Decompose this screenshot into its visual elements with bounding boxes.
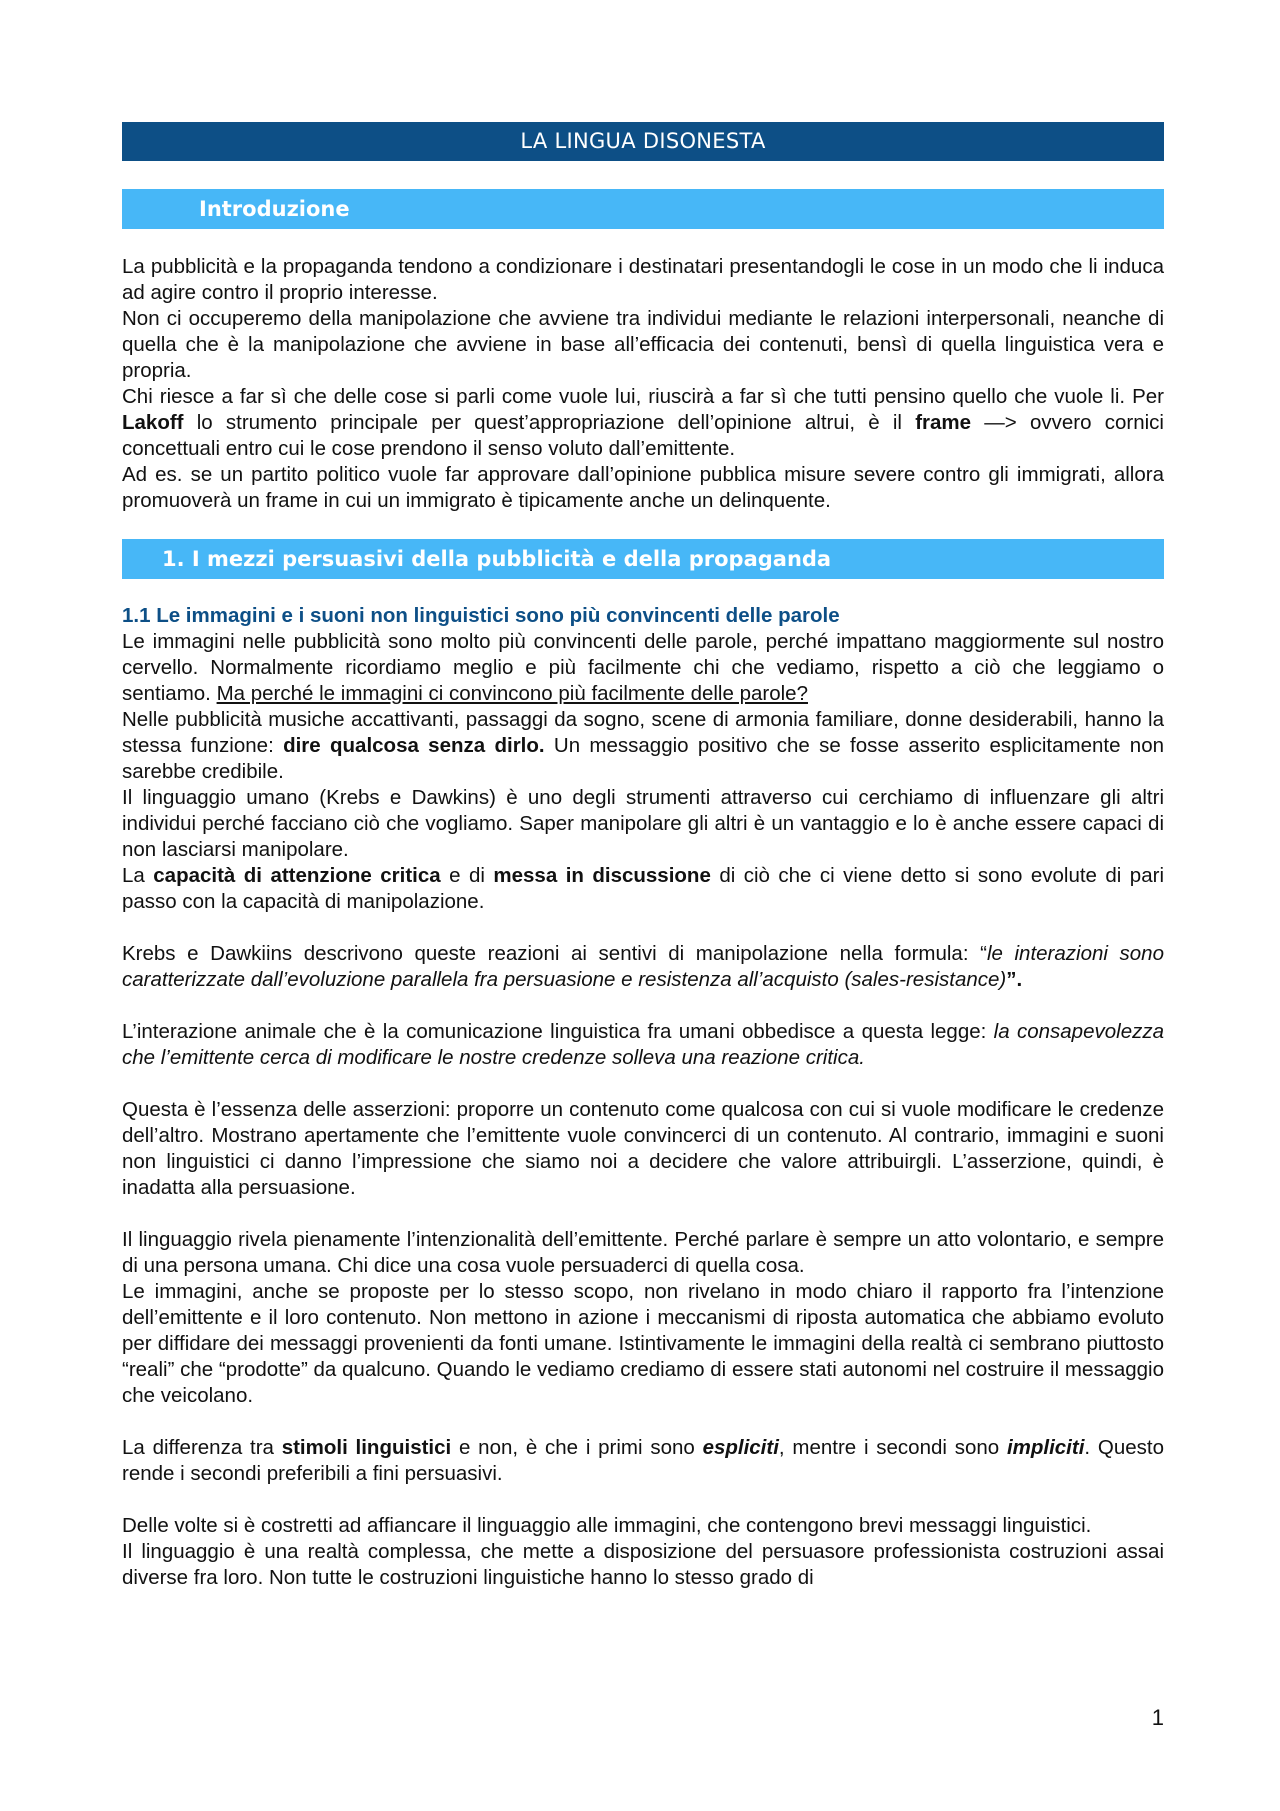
text-run: Chi riesce a far sì che delle cose si parli come vuole lui, riuscirà a far sì che tutti pensino quello che vuole li. Per xyxy=(122,385,1164,408)
bold-italic-term: impliciti xyxy=(1006,1436,1085,1459)
section-paragraph-11: Delle volte si è costretti ad affiancare il linguaggio alle immagini, che contengono brevi messaggi linguistici. xyxy=(122,1514,1092,1537)
intro-paragraph-1: La pubblicità e la propaganda tendono a condizionare i destinatari presentandogli le cose in un modo che li induca ad agire contro il proprio interesse. xyxy=(122,255,1164,304)
text-run: La differenza tra xyxy=(122,1436,282,1459)
underlined-question: Ma perché le immagini ci convincono più facilmente delle parole? xyxy=(216,682,808,705)
text-run: e di xyxy=(440,864,494,887)
section-paragraph-9: Le immagini, anche se proposte per lo stesso scopo, non rivelano in modo chiaro il rapporto fra l’intenzione dell’emittente e il loro contenuto. Non mettono in azione i meccanismi di riposta automatica che abbiamo evoluto per diffidare dei messaggi provenienti da fonti umane. Istintivamente le immagini della realtà ci sembrano piuttosto “reali” che “prodotte” da qualcuno. Quando le vediamo crediamo di essere stati autonomi nel costruire il messaggio che veicolano. xyxy=(122,1280,1164,1407)
intro-paragraph-4: Ad es. se un partito politico vuole far approvare dall’opinione pubblica misure severe contro gli immigrati, allora promuoverà un frame in cui un immigrato è tipicamente anche un delinquente. xyxy=(122,463,1164,512)
text-run: L’interazione animale che è la comunicazione linguistica fra umani obbedisce a questa legge: xyxy=(122,1020,994,1043)
section-paragraph-3: Il linguaggio umano (Krebs e Dawkins) è uno degli strumenti attraverso cui cerchiamo di influenzare gli altri individui perché facciano ciò che vogliamo. Saper manipolare gli altri è un vantaggio e lo è anche essere capaci di non lasciarsi manipolare. xyxy=(122,786,1164,861)
bold-italic-term: espliciti xyxy=(702,1436,779,1459)
section-paragraph-1 xyxy=(122,629,1164,707)
intro-heading: Introduzione xyxy=(122,189,1164,229)
text-run: La xyxy=(122,864,154,887)
text-run: —> ovvero cornici concettuali entro cui le cose prendono il senso voluto dall’emittente. xyxy=(122,411,1164,460)
document-title: LA LINGUA DISONESTA xyxy=(122,122,1164,161)
bold-term-frame: frame xyxy=(915,411,972,434)
text-run: lo strumento principale per quest’appropriazione dell’opinione altrui, è il xyxy=(183,411,916,434)
section-paragraph-12: Il linguaggio è una realtà complessa, che mette a disposizione del persuasore professionista costruzioni assai diverse fra loro. Non tutte le costruzioni linguistiche hanno lo stesso grado di xyxy=(122,1540,1164,1589)
subsection-1-1-heading: 1.1 Le immagini e i suoni non linguistici sono più convincenti delle parole xyxy=(122,604,840,627)
section-paragraph-6 xyxy=(122,1019,1164,1071)
section-paragraph-5 xyxy=(122,941,1164,993)
section-paragraph-7: Questa è l’essenza delle asserzioni: proporre un contenuto come qualcosa con cui si vuole modificare le credenze dell’altro. Mostrano apertamente che l’emittente vuole convincerci di un contenuto. Al contrario, immagini e suoni non linguistici ci danno l’impressione che siamo noi a decidere che valore attribuirgli. L’asserzione, quindi, è inadatta alla persuasione. xyxy=(122,1098,1164,1199)
bold-phrase: messa in discussione xyxy=(493,864,711,887)
document-page xyxy=(122,122,1164,1591)
text-run: Le immagini nelle pubblicità sono molto più convincenti delle parole, perché impattano maggiormente sul nostro cervello. Normalmente ricordiamo meglio e più facilmente chi che vediamo, rispetto a ciò che leggiamo o sentiamo. xyxy=(122,630,1164,705)
section-paragraph-4 xyxy=(122,863,1164,915)
bold-phrase: dire qualcosa senza dirlo. xyxy=(283,734,545,757)
text-run: ”. xyxy=(1006,968,1023,991)
section-1-heading: 1. I mezzi persuasivi della pubblicità e della propaganda xyxy=(122,539,1164,579)
section-paragraph-2 xyxy=(122,707,1164,785)
italic-quote: le interazioni sono caratterizzate dall’evoluzione parallela fra persuasione e resistenza all’acquisto (sales-resistance) xyxy=(122,942,1164,991)
italic-phrase: la consapevolezza che l’emittente cerca di modificare le nostre credenze solleva una reazione critica. xyxy=(122,1020,1164,1069)
page-number: 1 xyxy=(1151,1705,1164,1730)
intro-paragraph-2: Non ci occuperemo della manipolazione che avviene tra individui mediante le relazioni interpersonali, neanche di quella che è la manipolazione che avviene in base all’efficacia dei contenuti, bensì di quella linguistica vera e propria. xyxy=(122,307,1164,382)
text-run: , mentre i secondi sono xyxy=(778,1436,1007,1459)
bold-term-lakoff: Lakoff xyxy=(122,411,184,434)
section-paragraph-8: Il linguaggio rivela pienamente l’intenzionalità dell’emittente. Perché parlare è sempre un atto volontario, e sempre di una persona umana. Chi dice una cosa vuole persuaderci di quella cosa. xyxy=(122,1228,1164,1277)
bold-phrase: capacità di attenzione critica xyxy=(153,864,441,887)
text-run: Nelle pubblicità musiche accattivanti, passaggi da sogno, scene di armonia familiare, donne desiderabili, hanno la stessa funzione: xyxy=(122,708,1164,757)
bold-phrase: stimoli linguistici xyxy=(281,1436,452,1459)
text-run: Un messaggio positivo che se fosse asserito esplicitamente non sarebbe credibile. xyxy=(122,734,1165,783)
section-paragraph-10 xyxy=(122,1435,1164,1487)
text-run: Krebs e Dawkiins descrivono queste reazioni ai sentivi di manipolazione nella formula: “ xyxy=(122,942,987,965)
text-run: e non, è che i primi sono xyxy=(451,1436,703,1459)
intro-paragraph-3 xyxy=(122,384,1164,462)
text-run: di ciò che ci viene detto si sono evolute di pari passo con la capacità di manipolazione. xyxy=(122,864,1164,913)
text-run: . Questo rende i secondi preferibili a fini persuasivi. xyxy=(122,1436,1164,1485)
